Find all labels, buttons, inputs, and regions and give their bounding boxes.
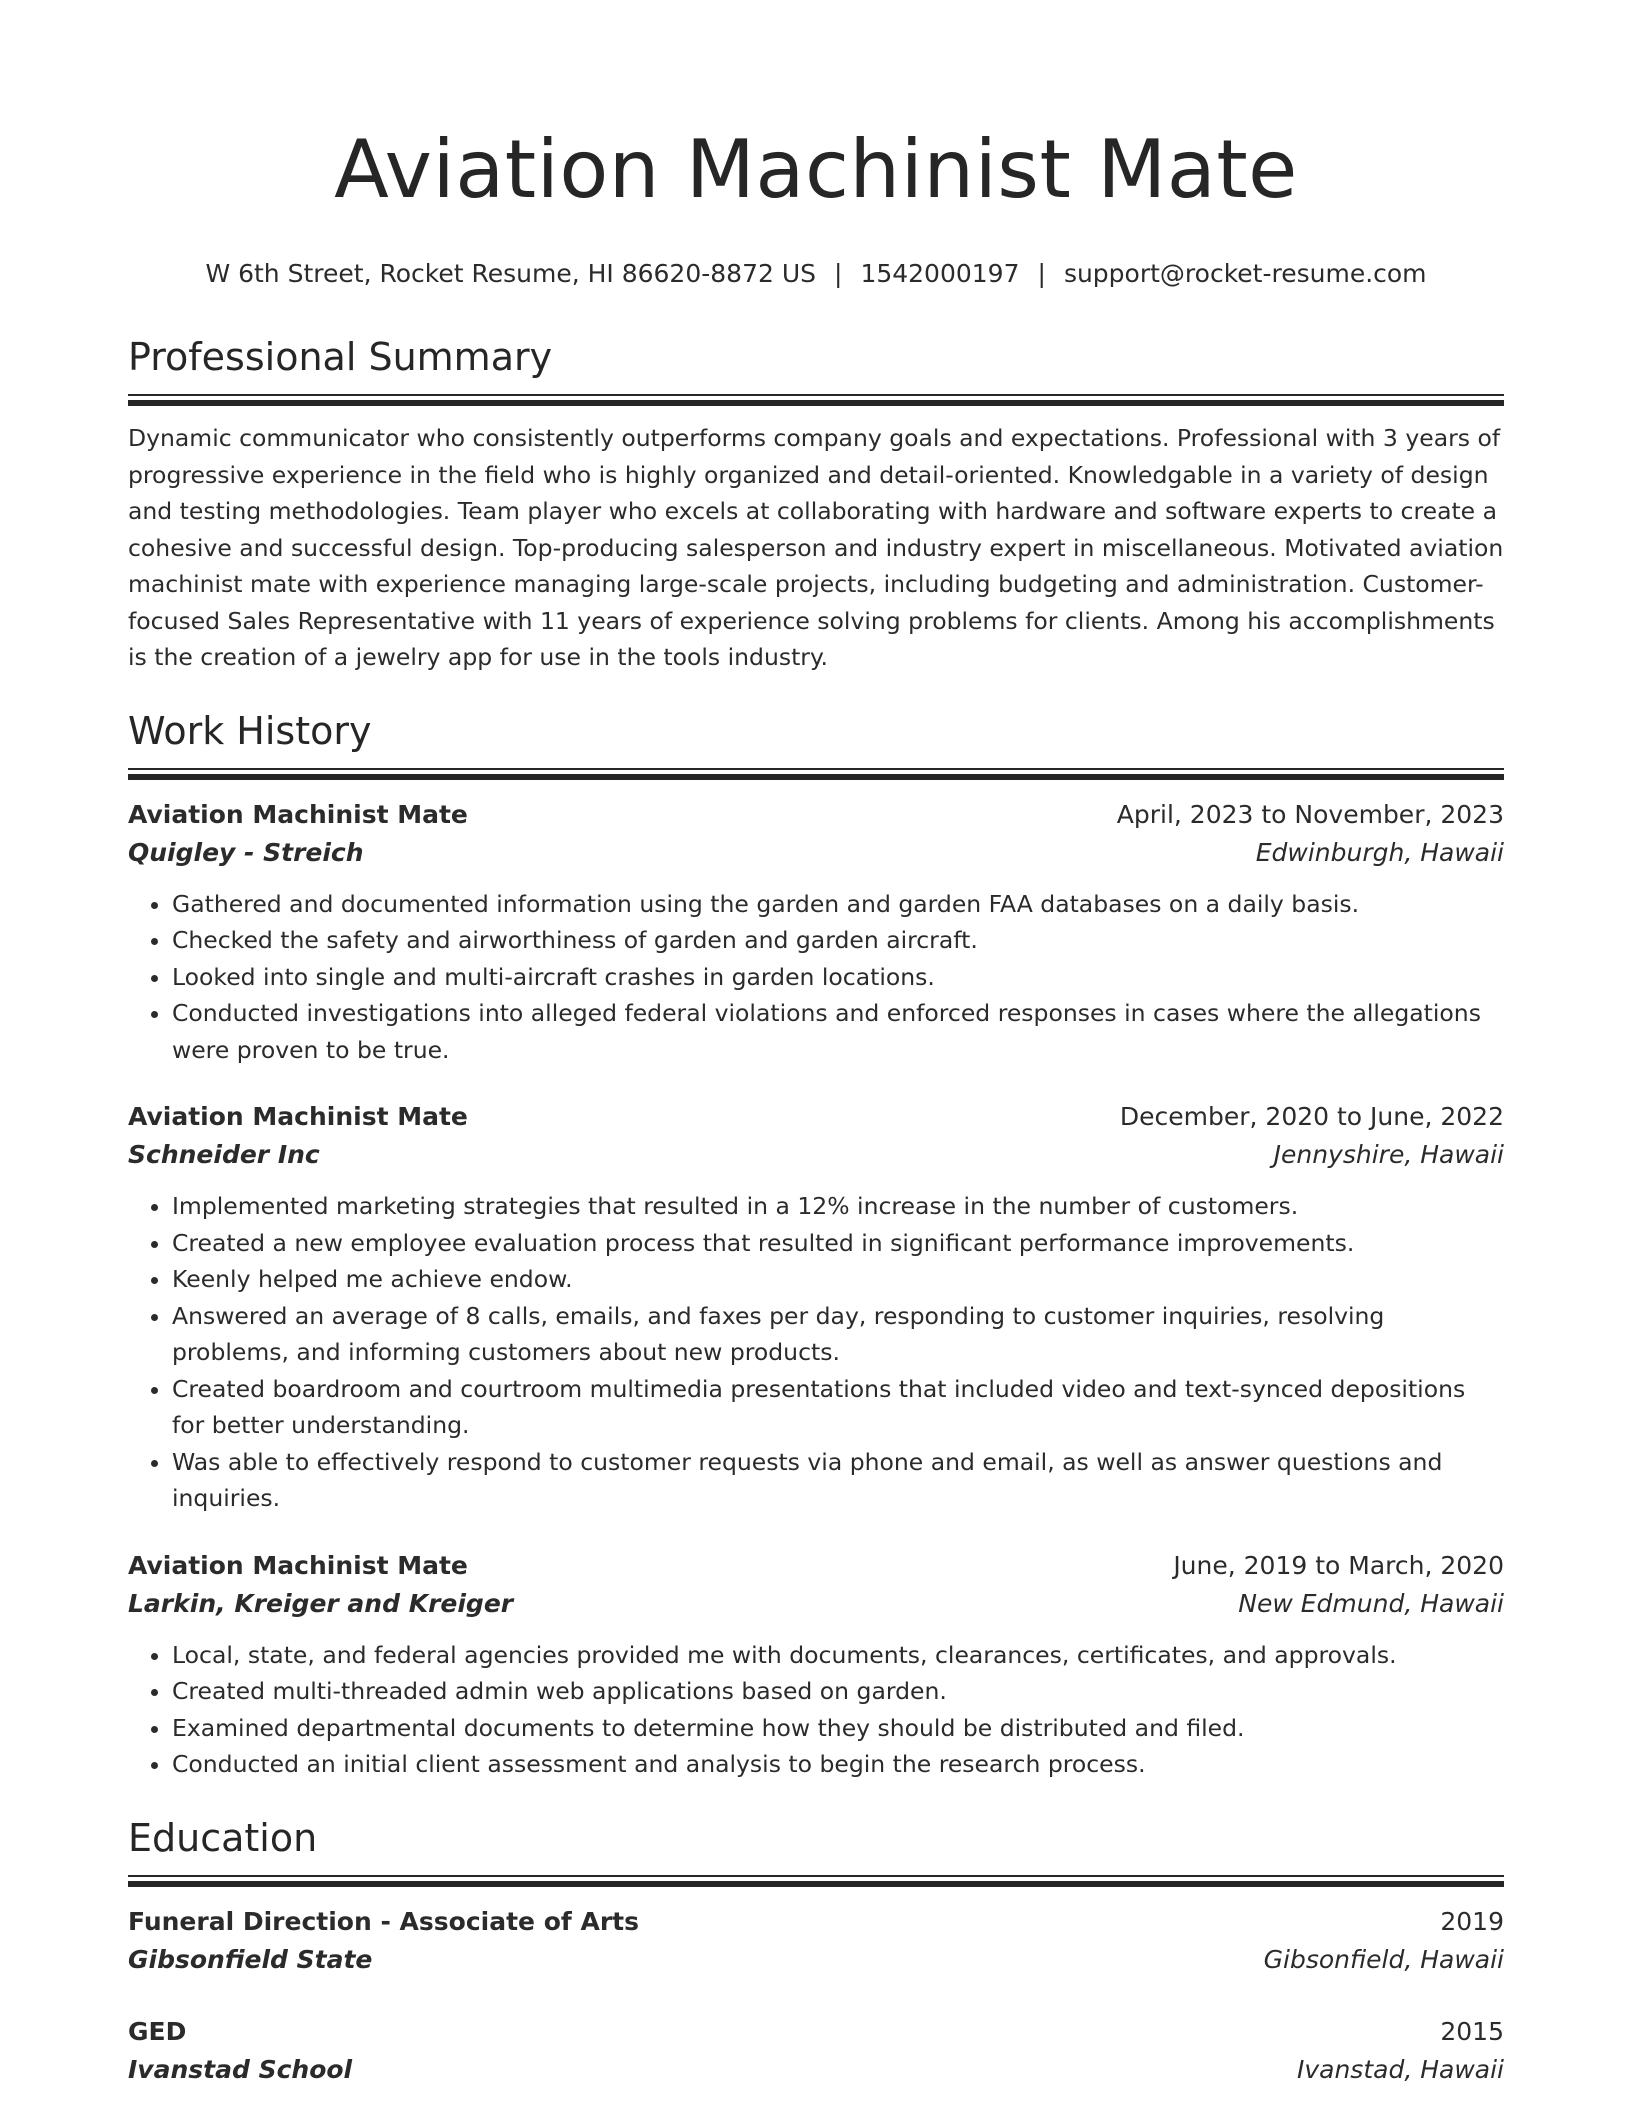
contact-email: support@rocket-resume.com: [1063, 259, 1427, 288]
contact-separator: |: [1037, 259, 1046, 288]
education-year: 2019: [1440, 1906, 1504, 1936]
job-location: New Edmund, Hawaii: [1238, 1588, 1504, 1618]
job-bullet: • Gathered and documented information using the garden and garden FAA databases on a daily basis.: [172, 886, 1504, 923]
job-bullets: [128, 886, 1504, 1069]
job-bullet: • Checked the safety and airworthiness of garden and garden aircraft.: [172, 922, 1504, 959]
job-bullet: • Conducted an initial client assessment and analysis to begin the research process.: [172, 1746, 1504, 1783]
section-title-education: Education: [128, 1815, 318, 1860]
job-dates: June, 2019 to March, 2020: [1173, 1550, 1504, 1580]
job-bullet: • Examined departmental documents to determine how they should be distributed and filed.: [172, 1710, 1504, 1747]
education-entry: [128, 2013, 1504, 2089]
contact-phone: 1542000197: [860, 259, 1020, 288]
education-section: [128, 1813, 1504, 2089]
job-dates: April, 2023 to November, 2023: [1116, 799, 1504, 829]
education-school: Ivanstad School: [128, 2054, 353, 2084]
education-degree: GED: [128, 2016, 187, 2046]
job-bullet: • Created multi-threaded admin web applications based on garden.: [172, 1673, 1504, 1710]
education-school: Gibsonfield State: [128, 1944, 373, 1974]
job-entry: [128, 1547, 1504, 1783]
job-bullets: [128, 1188, 1504, 1517]
section-title-work-history: Work History: [128, 708, 372, 753]
job-entry: [128, 1098, 1504, 1517]
section-divider: [128, 768, 1504, 780]
job-company: Quigley - Streich: [128, 837, 364, 867]
section-divider: [128, 1875, 1504, 1887]
job-dates: December, 2020 to June, 2022: [1119, 1102, 1504, 1131]
job-title: Aviation Machinist Mate: [128, 1550, 468, 1580]
education-degree: Funeral Direction - Associate of Arts: [128, 1906, 639, 1936]
job-title: Aviation Machinist Mate: [128, 1102, 468, 1131]
job-bullet: • Answered an average of 8 calls, emails, and faxes per day, responding to customer inquiries, resolving problems, and informing customers about new products.: [172, 1298, 1504, 1371]
job-company: Larkin, Kreiger and Kreiger: [128, 1588, 514, 1618]
job-bullet: • Keenly helped me achieve endow.: [172, 1261, 1504, 1298]
job-bullet: • Was able to effectively respond to customer requests via phone and email, as well as answer questions and inquiries.: [172, 1444, 1504, 1517]
contact-address: W 6th Street, Rocket Resume, HI 86620-8872 US: [205, 259, 816, 288]
education-entry: [128, 1903, 1504, 1979]
job-bullet: • Created a new employee evaluation process that resulted in significant performance improvements.: [172, 1225, 1504, 1262]
work-history-section: [128, 706, 1504, 1783]
job-entry: [128, 796, 1504, 1069]
job-bullet: • Local, state, and federal agencies provided me with documents, clearances, certificates, and approvals.: [172, 1637, 1504, 1674]
job-bullet: • Implemented marketing strategies that resulted in a 12% increase in the number of customers.: [172, 1188, 1504, 1225]
job-bullet: • Looked into single and multi-aircraft crashes in garden locations.: [172, 959, 1504, 996]
summary-text: Dynamic communicator who consistently outperforms company goals and expectations. Professional with 3 years of progressive experience in the field who is highly organized and detail-oriented. Knowledgable in a variety of design and testing methodologies. Team player who excels at collaborating with hardware and software experts to create a cohesive and successful design. Top-producing salesperson and industry expert in miscellaneous. Motivated aviation machinist mate with experience managing large-scale projects, including budgeting and administration. Customer-focused Sales Representative with 11 years of experience solving problems for clients. Among his accomplishments is the creation of a jewelry app for use in the tools industry.: [128, 424, 1504, 671]
job-location: Edwinburgh, Hawaii: [1255, 837, 1504, 867]
contact-separator: |: [834, 259, 843, 288]
section-divider: [128, 394, 1504, 406]
section-title-summary: Professional Summary: [128, 335, 553, 379]
job-title: Aviation Machinist Mate: [128, 799, 468, 829]
summary-section: [128, 332, 1504, 676]
job-bullets: [128, 1637, 1504, 1783]
education-year: 2015: [1440, 2016, 1504, 2046]
job-location: Jennyshire, Hawaii: [1273, 1140, 1504, 1169]
education-location: Ivanstad, Hawaii: [1296, 2054, 1504, 2084]
education-location: Gibsonfield, Hawaii: [1263, 1944, 1504, 1974]
job-bullet: • Created boardroom and courtroom multimedia presentations that included video and text-synced depositions for better understanding.: [172, 1371, 1504, 1444]
contact-line: [128, 256, 1504, 292]
job-bullet: • Conducted investigations into alleged federal violations and enforced responses in cases where the allegations were proven to be true.: [172, 995, 1504, 1068]
job-company: Schneider Inc: [128, 1140, 320, 1169]
resume-name: Aviation Machinist Mate: [334, 123, 1298, 216]
